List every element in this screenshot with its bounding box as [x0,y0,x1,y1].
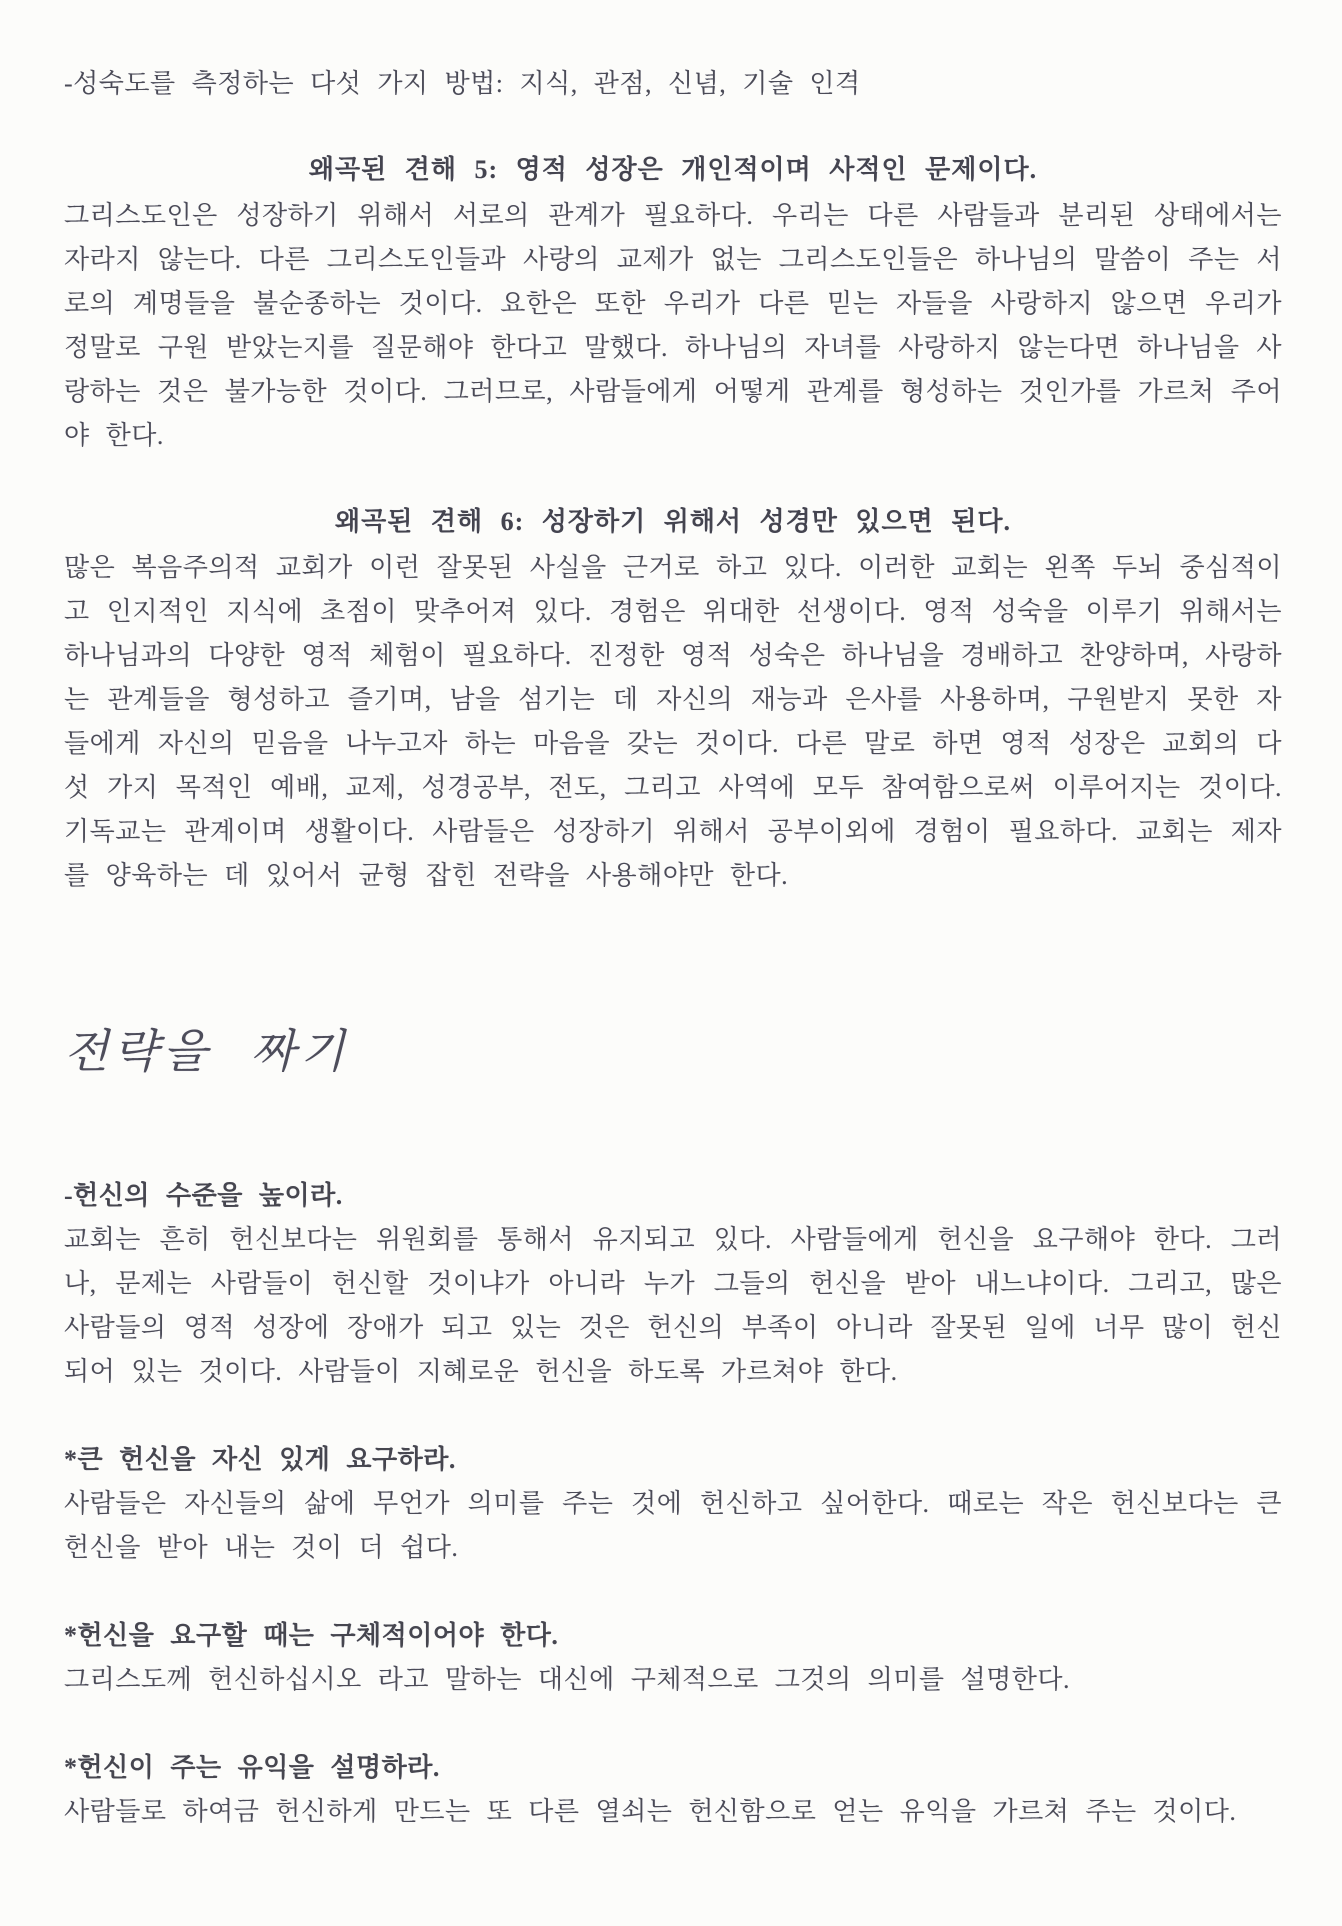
strategy-section-title: 전략을 짜기 [64,1026,350,1077]
strategy-item-body: 교회는 흔히 헌신보다는 위원회를 통해서 유지되고 있다. 사람들에게 헌신을 요구해야 한다. 그러나, 문제는 사람들이 헌신할 것이냐가 아니라 누가 그들의 헌신을 받아 내느냐이다. 그리고, 많은 사람들의 영적 성장에 장애가 되고 있는 것은 헌신의 부족이 아니라 잘못된 일에 너무 많이 헌신되어 있는 것이다. 사람들이 지혜로운 헌신을 하도록 가르쳐야 한다. [64,1225,1282,1386]
strategy-item-body: 사람들은 자신들의 삶에 무언가 의미를 주는 것에 헌신하고 싶어한다. 때로는 작은 헌신보다는 큰 헌신을 받아 내는 것이 더 쉽다. [64,1489,1282,1562]
strategy-item-body: 사람들로 하여금 헌신하게 만드는 또 다른 열쇠는 헌신함으로 얻는 유익을 가르쳐 주는 것이다. [64,1797,1237,1826]
section-distorted-view-6 [64,500,1282,898]
strategy-item-label: *헌신이 주는 유익을 설명하라. [64,1753,440,1782]
strategy-item-raise-commitment [64,1174,1282,1394]
strategy-item-body: 그리스도께 헌신하십시오 라고 말하는 대신에 구체적으로 그것의 의미를 설명한다. [64,1665,1070,1694]
distorted-view-5-heading: 왜곡된 견해 5: 영적 성장은 개인적이며 사적인 문제이다. [308,155,1038,184]
section-distorted-view-5 [64,148,1282,458]
distorted-view-6-body: 많은 복음주의적 교회가 이런 잘못된 사실을 근거로 하고 있다. 이러한 교회는 왼쪽 두뇌 중심적이고 인지적인 지식에 초점이 맞추어져 있다. 경험은 위대한 선생이다. 영적 성숙을 이루기 위해서는 하나님과의 다양한 영적 체험이 필요하다. 진정한 영적 성숙은 하나님을 경배하고 찬양하며, 사랑하는 관계들을 형성하고 즐기며, 남을 섬기는 데 자신의 재능과 은사를 사용하며, 구원받지 못한 자들에게 자신의 믿음을 나누고자 하는 마음을 갖는 것이다. 다른 말로 하면 영적 성장은 교회의 다섯 가지 목적인 예배, 교제, 성경공부, 전도, 그리고 사역에 모두 참여함으로써 이루어지는 것이다. 기독교는 관계이며 생활이다. 사람들은 성장하기 위해서 공부이외에 경험이 필요하다. 교회는 제자를 양육하는 데 있어서 균형 잡힌 전략을 사용해야만 한다. [64,553,1282,890]
maturity-measures-line: -성숙도를 측정하는 다섯 가지 방법: 지식, 관점, 신념, 기술 인격 [64,69,861,98]
strategy-item-be-specific [64,1614,1282,1702]
strategy-item-ask-big-commitment [64,1438,1282,1570]
distorted-view-6-heading: 왜곡된 견해 6: 성장하기 위해서 성경만 있으면 된다. [335,507,1011,536]
distorted-view-5-body: 그리스도인은 성장하기 위해서 서로의 관계가 필요하다. 우리는 다른 사람들과 분리된 상태에서는 자라지 않는다. 다른 그리스도인들과 사랑의 교제가 없는 그리스도인들은 하나님의 말씀이 주는 서로의 계명들을 불순종하는 것이다. 요한은 또한 우리가 다른 믿는 자들을 사랑하지 않으면 우리가 정말로 구원 받았는지를 질문해야 한다고 말했다. 하나님의 자녀를 사랑하지 않는다면 하나님을 사랑하는 것은 불가능한 것이다. 그러므로, 사람들에게 어떻게 관계를 형성하는 것인가를 가르처 주어야 한다. [64,201,1282,450]
strategy-item-explain-benefits [64,1746,1282,1834]
strategy-item-label: *헌신을 요구할 때는 구체적이어야 한다. [64,1621,559,1650]
strategy-item-label: *큰 헌신을 자신 있게 요구하라. [64,1445,456,1474]
strategy-item-label: -헌신의 수준을 높이라. [64,1181,343,1210]
